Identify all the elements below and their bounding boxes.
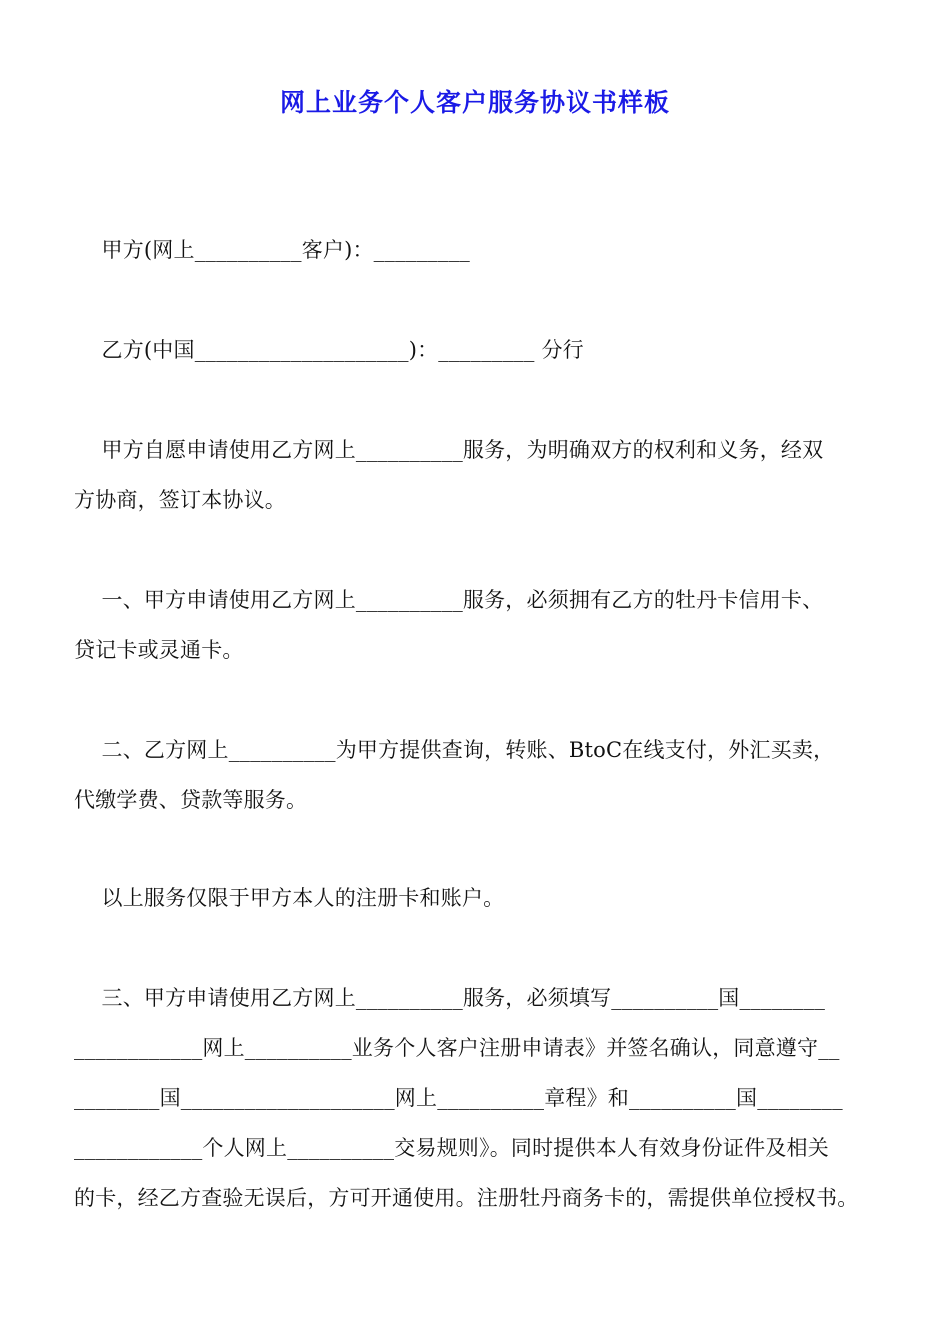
clause-3-line-3: ________国____________________网上__________章程》和__________国________ (74, 1086, 843, 1110)
clause-3-line-4: ____________个人网上__________交易规则》。同时提供本人有效身份证件及相关 (74, 1136, 829, 1160)
intro-line-1: 甲方自愿申请使用乙方网上__________服务，为明确双方的权利和义务，经双 (74, 438, 824, 462)
party-a-line: 甲方(网上__________客户)：_________ (74, 238, 470, 262)
intro-line-2: 方协商，签订本协议。 (74, 488, 286, 512)
service-scope-line: 以上服务仅限于甲方本人的注册卡和账户。 (74, 886, 505, 910)
clause-1-line-1: 一、甲方申请使用乙方网上__________服务，必须拥有乙方的牡丹卡信用卡、 (74, 588, 824, 612)
clause-3-line-5: 的卡，经乙方查验无误后，方可开通使用。注册牡丹商务卡的，需提供单位授权书。 (74, 1186, 859, 1210)
document-title: 网上业务个人客户服务协议书样板 (279, 88, 670, 117)
clause-1-line-2: 贷记卡或灵通卡。 (74, 638, 244, 662)
party-b-line: 乙方(中国____________________)：_________ 分行 (74, 338, 584, 362)
clause-3-line-1: 三、甲方申请使用乙方网上__________服务，必须填写__________国________ (74, 986, 826, 1010)
clause-3-line-2: ____________网上__________业务个人客户注册申请表》并签名确认，同意遵守__ (74, 1036, 840, 1060)
clause-2-line-2: 代缴学费、贷款等服务。 (74, 788, 308, 812)
clause-2-line-1: 二、乙方网上__________为甲方提供查询，转账、BtoC在线支付，外汇买卖， (74, 738, 835, 762)
